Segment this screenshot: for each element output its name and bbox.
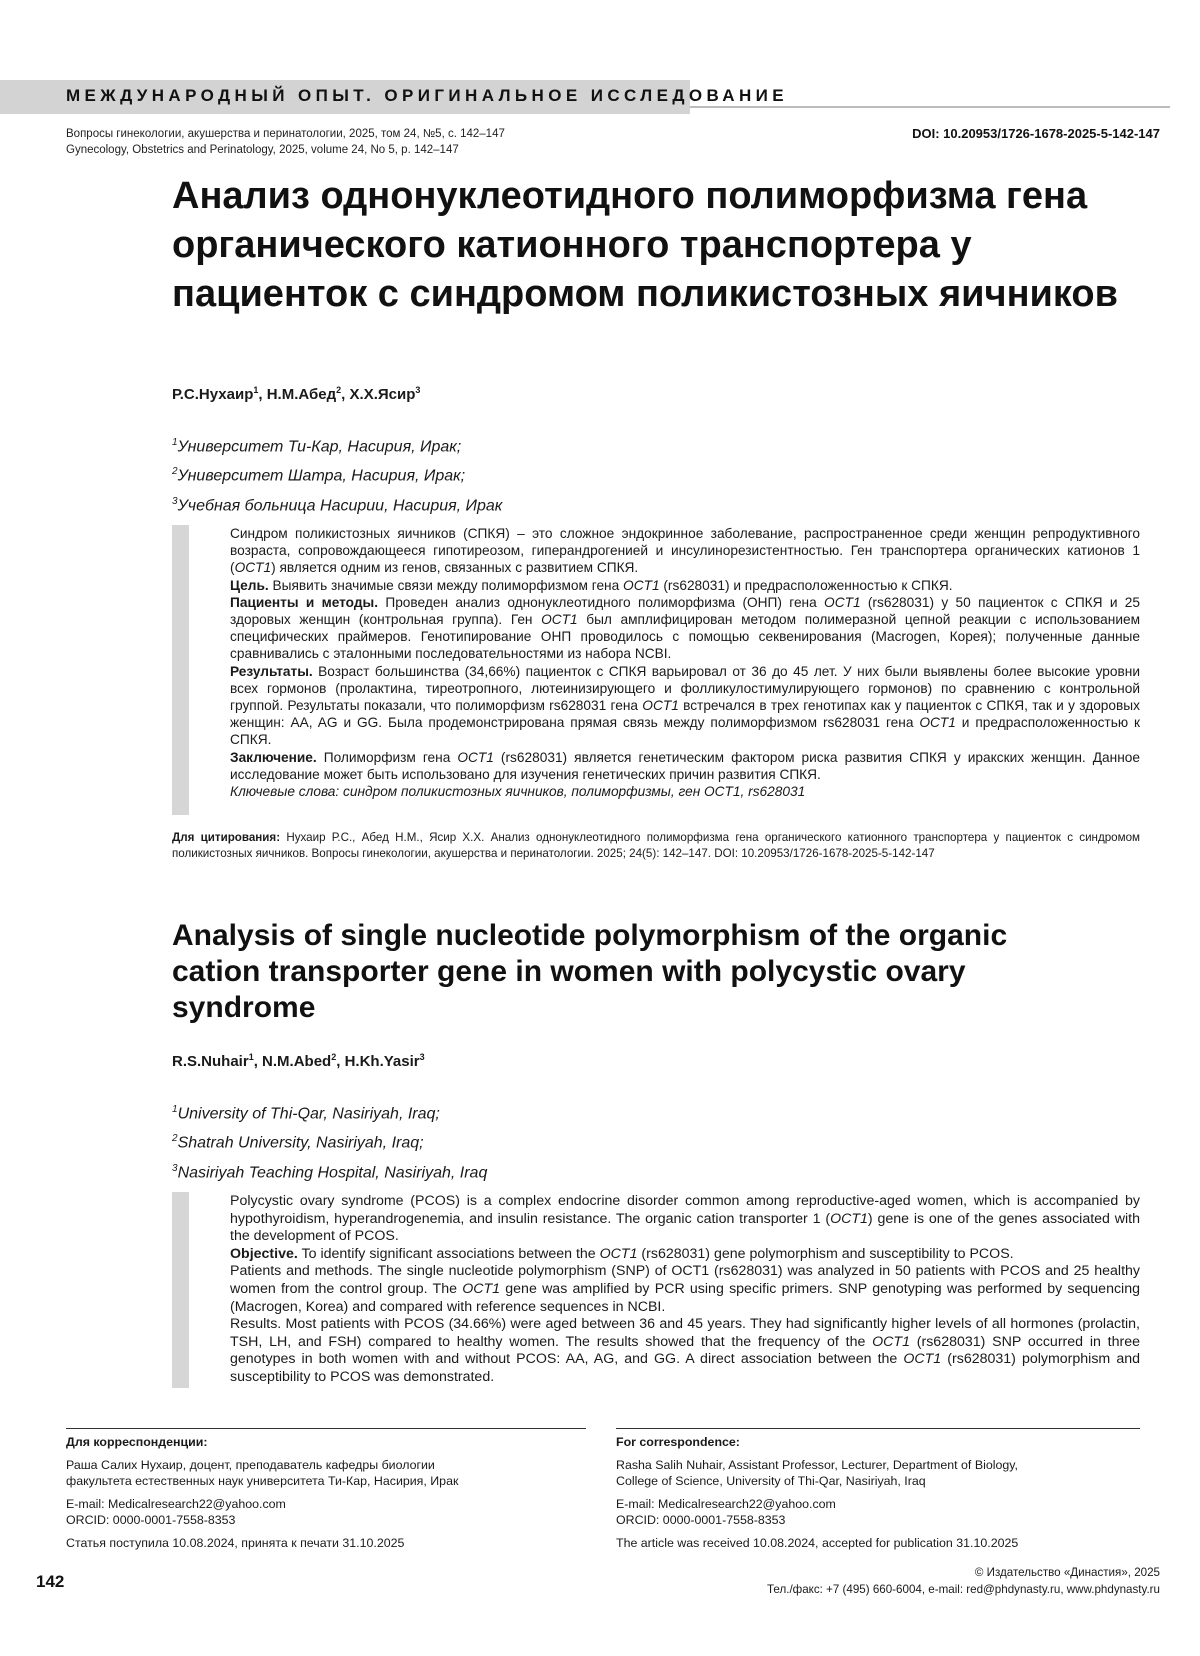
abstract-ru bbox=[230, 525, 1140, 800]
abstract-results: Results. Most patients with PCOS (34.66%) were aged between 36 and 45 years. They had significantly higher levels of all hormones (prolactin, TSH, LH, and FSH) compared to healthy women. The results showed that the frequency of the OCT1 (rs628031) SNP occurred in three genotypes in both women with and without PCOS: AA, AG, and GG. A direct association between the OCT1 (rs628031) polymorphism and susceptibility to PCOS was demonstrated. bbox=[230, 1316, 1140, 1385]
corr-email: E-mail: Medicalresearch22@yahoo.com bbox=[616, 1496, 836, 1511]
affiliations-ru bbox=[172, 430, 502, 518]
article-title-ru: Анализ однонуклеотидного полиморфизма гена органического катионного транспортера у пациенток с синдромом поликистозных яичников bbox=[172, 175, 1118, 315]
author-name: N.M.Abed bbox=[262, 1053, 332, 1070]
corr-rule-ru bbox=[66, 1428, 586, 1429]
author-name: Р.С.Нухаир bbox=[172, 386, 254, 403]
page-number: 142 bbox=[36, 1572, 65, 1591]
authors-ru: Р.С.Нухаир$^1$, Н.М.Абед$^2$, Х.Х.Ясир$^3$ bbox=[172, 385, 421, 403]
abstract-intro: Polycystic ovary syndrome (PCOS) is a complex endocrine disorder common among reproductive-aged women, which is accompanied by hypothyroidism, hyperandrogenemia, and insulin resistance. The organic cation transporter 1 (OCT1) gene is one of the genes associated with the development of PCOS. bbox=[230, 1193, 1140, 1245]
affiliation: $^3$Nasiriyah Teaching Hospital, Nasiriyah, Iraq bbox=[172, 1162, 488, 1181]
corr-rule-en bbox=[616, 1428, 1140, 1429]
author-name: Н.М.Абед bbox=[266, 386, 337, 403]
publisher-info bbox=[767, 1564, 1160, 1598]
author-name: H.Kh.Yasir bbox=[344, 1053, 420, 1070]
affiliation: $^2$Университет Шатра, Насирия, Ирак; bbox=[172, 466, 466, 485]
citation: Для цитирования: Нухаир Р.С., Абед Н.М., Ясир Х.Х. Анализ однонуклеотидного полиморфизма гена органического катионного транспортера у пациенток с синдромом поликистозных яичников. Вопросы гинекологии, акушерства и перинатологии. 2025; 24(5): 142–147. DOI: 10.20953/1726-1678-2025-5-142-147 bbox=[172, 831, 1140, 860]
corr-name: Rasha Salih Nuhair, Assistant Professor, Lecturer, Department of Biology, bbox=[616, 1457, 1018, 1472]
affiliation: $^2$Shatrah University, Nasiriyah, Iraq; bbox=[172, 1133, 424, 1152]
corr-affiliation: факультета естественных наук университета Ти-Кар, Насирия, Ирак bbox=[66, 1474, 459, 1488]
corr-email: E-mail: Medicalresearch22@yahoo.com bbox=[66, 1496, 286, 1511]
publisher-copyright: © Издательство «Династия», 2025 bbox=[974, 1566, 1160, 1579]
corr-affiliation: College of Science, University of Thi-Qar, Nasiriyah, Iraq bbox=[616, 1474, 926, 1488]
abstract-methods: Patients and methods. The single nucleotide polymorphism (SNP) of OCT1 (rs628031) was analyzed in 50 patients with PCOS and 25 healthy women from the control group. The OCT1 gene was amplified by PCR using specific primers. SNP genotyping was performed by sequencing (Macrogen, Korea) and compared with reference sequences in NCBI. bbox=[230, 1263, 1140, 1315]
abstract-bar-ru bbox=[172, 525, 189, 815]
authors-en: R.S.Nuhair$^1$, N.M.Abed$^2$, H.Kh.Yasir$^3$ bbox=[172, 1052, 425, 1070]
corr-heading: For correspondence: bbox=[616, 1435, 740, 1449]
correspondence-en bbox=[616, 1434, 1136, 1551]
corr-dates: The article was received 10.08.2024, accepted for publication 31.10.2025 bbox=[616, 1535, 1019, 1550]
keywords: Ключевые слова: синдром поликистозных яичников, полиморфизмы, ген OCT1, rs628031 bbox=[230, 784, 806, 800]
affiliation: $^1$University of Thi-Qar, Nasiriyah, Iraq; bbox=[172, 1104, 440, 1123]
corr-orcid: ORCID: 0000-0001-7558-8353 bbox=[616, 1513, 786, 1527]
journal-ru: Вопросы гинекологии, акушерства и перинатологии, 2025, том 24, №5, с. 142–147 bbox=[66, 128, 505, 140]
abstract-objective: Objective. To identify significant associations between the OCT1 (rs628031) gene polymorphism and susceptibility to PCOS. bbox=[230, 1245, 1014, 1262]
correspondence-ru bbox=[66, 1434, 586, 1551]
abstract-en bbox=[230, 1193, 1140, 1387]
journal-info bbox=[66, 126, 505, 158]
article-title-en: Analysis of single nucleotide polymorphism of the organic cation transporter gene in women with polycystic ovary syndrome bbox=[172, 919, 1008, 1024]
abstract-results: Результаты. Возраст большинства (34,66%) пациенток с СПКЯ варьировал от 36 до 45 лет. У них были выявлены более высокие уровни всех гормонов (пролактина, тиреотропного, лютеинизирующего и фолликулостимулирующего гормонов) по сравнению с контрольной группой. Результаты показали, что полиморфизм rs628031 гена OCT1 встречался в трех генотипах как у пациенток с СПКЯ, так и у здоровых женщин: AA, AG и GG. Была продемонстрирована прямая связь между полиморфизмом rs628031 гена OCT1 и предрасположенностью к СПКЯ. bbox=[230, 663, 1140, 748]
doi: DOI: 10.20953/1726-1678-2025-5-142-147 bbox=[912, 126, 1160, 141]
abstract-aim: Цель. Выявить значимые связи между полиморфизмом гена OCT1 (rs628031) и предрасположенностью к СПКЯ. bbox=[230, 577, 953, 593]
abstract-methods: Пациенты и методы. Проведен анализ однонуклеотидного полиморфизма (ОНП) гена OCT1 (rs628031) у 50 пациенток с СПКЯ и 25 здоровых женщин (контрольная группа). Ген OCT1 был амплифицирован методом полимеразной цепной реакции с использованием специфических праймеров. Генотипирование ОНП проводилось с помощью секвенирования (Macrogen, Корея); полученные данные сравнивались с эталонными последовательностями из набора NCBI. bbox=[230, 594, 1141, 662]
journal-en: Gynecology, Obstetrics and Perinatology, 2025, volume 24, No 5, p. 142–147 bbox=[66, 144, 459, 156]
section-label: МЕЖДУНАРОДНЫЙ ОПЫТ. ОРИГИНАЛЬНОЕ ИССЛЕДОВАНИЕ bbox=[66, 86, 788, 105]
abstract-intro: Синдром поликистозных яичников (СПКЯ) – это сложное эндокринное заболевание, распространенное среди женщин репродуктивного возраста, сопровождающееся гипотиреозом, гиперандрогенией и инсулинорезистентностью. Ген транспортера органических катионов 1 (OCT1) является одним из генов, связанных с развитием СПКЯ. bbox=[230, 526, 1140, 576]
corr-orcid: ORCID: 0000-0001-7558-8353 bbox=[66, 1513, 236, 1527]
affiliations-en bbox=[172, 1097, 487, 1185]
header-rule bbox=[690, 106, 1170, 108]
author-name: R.S.Nuhair bbox=[172, 1053, 249, 1070]
affiliation: $^1$Университет Ти-Кар, Насирия, Ирак; bbox=[172, 437, 462, 456]
corr-heading: Для корреспонденции: bbox=[66, 1435, 208, 1449]
corr-name: Раша Салих Нухаир, доцент, преподаватель кафедры биологии bbox=[66, 1457, 435, 1472]
publisher-contacts: Тел./факс: +7 (495) 660-6004, e-mail: red@phdynasty.ru, www.phdynasty.ru bbox=[766, 1583, 1160, 1596]
corr-dates: Статья поступила 10.08.2024, принята к печати 31.10.2025 bbox=[66, 1535, 405, 1550]
abstract-conclusion: Заключение. Полиморфизм гена OCT1 (rs628031) является генетическим фактором риска развития СПКЯ у иракских женщин. Данное исследование может быть использовано для изучения генетических причин развития СПКЯ. bbox=[230, 749, 1140, 782]
abstract-bar-en bbox=[172, 1192, 189, 1388]
author-name: Х.Х.Ясир bbox=[349, 386, 416, 403]
affiliation: $^3$Учебная больница Насирии, Насирия, Ирак bbox=[172, 495, 503, 514]
